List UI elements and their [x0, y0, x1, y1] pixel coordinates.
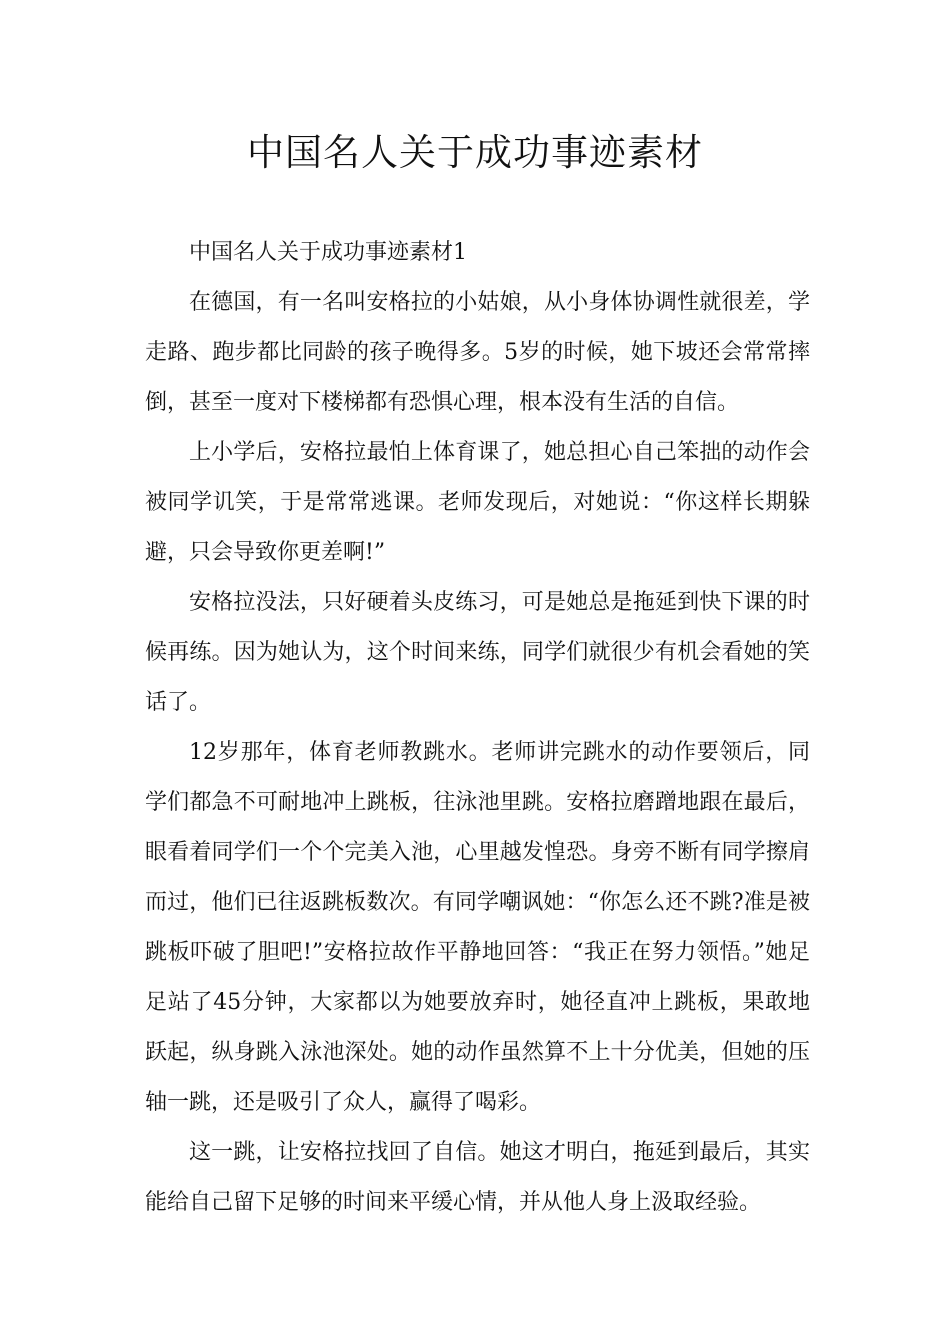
paragraph: 12岁那年，体育老师教跳水。老师讲完跳水的动作要领后，同学们都急不可耐地冲上跳板，往泳池里跳。安格拉磨蹭地跟在最后，眼看着同学们一个个完美入池，心里越发惶恐。身旁不断有同学擦肩而过，他们已往返跳板数次。有同学嘲讽她：“你怎么还不跳?准是被跳板吓破了胆吧!”安格拉故作平静地回答：“我正在努力领悟。”她足足站了45分钟，大家都以为她要放弃时，她径直冲上跳板，果敢地跃起，纵身跳入泳池深处。她的动作虽然算不上十分优美，但她的压轴一跳，还是吸引了众人，赢得了喝彩。	[145, 740, 810, 1115]
paragraph: 上小学后，安格拉最怕上体育课了，她总担心自己笨拙的动作会被同学讥笑，于是常常逃课。老师发现后，对她说：“你这样长期躲避，只会导致你更差啊!”	[145, 440, 810, 565]
page-title: 中国名人关于成功事迹素材	[247, 131, 703, 174]
paragraph: 这一跳，让安格拉找回了自信。她这才明白，拖延到最后，其实能给自己留下足够的时间来平缓心情，并从他人身上汲取经验。	[145, 1140, 810, 1215]
paragraph-subtitle: 中国名人关于成功事迹素材1	[189, 240, 467, 265]
paragraph: 安格拉没法，只好硬着头皮练习，可是她总是拖延到快下课的时候再练。因为她认为，这个时间来练，同学们就很少有机会看她的笑话了。	[145, 590, 810, 715]
document-body	[145, 228, 810, 1228]
paragraph: 在德国，有一名叫安格拉的小姑娘，从小身体协调性就很差，学走路、跑步都比同龄的孩子晚得多。5岁的时候，她下坡还会常常摔倒，甚至一度对下楼梯都有恐惧心理，根本没有生活的自信。	[145, 290, 810, 415]
